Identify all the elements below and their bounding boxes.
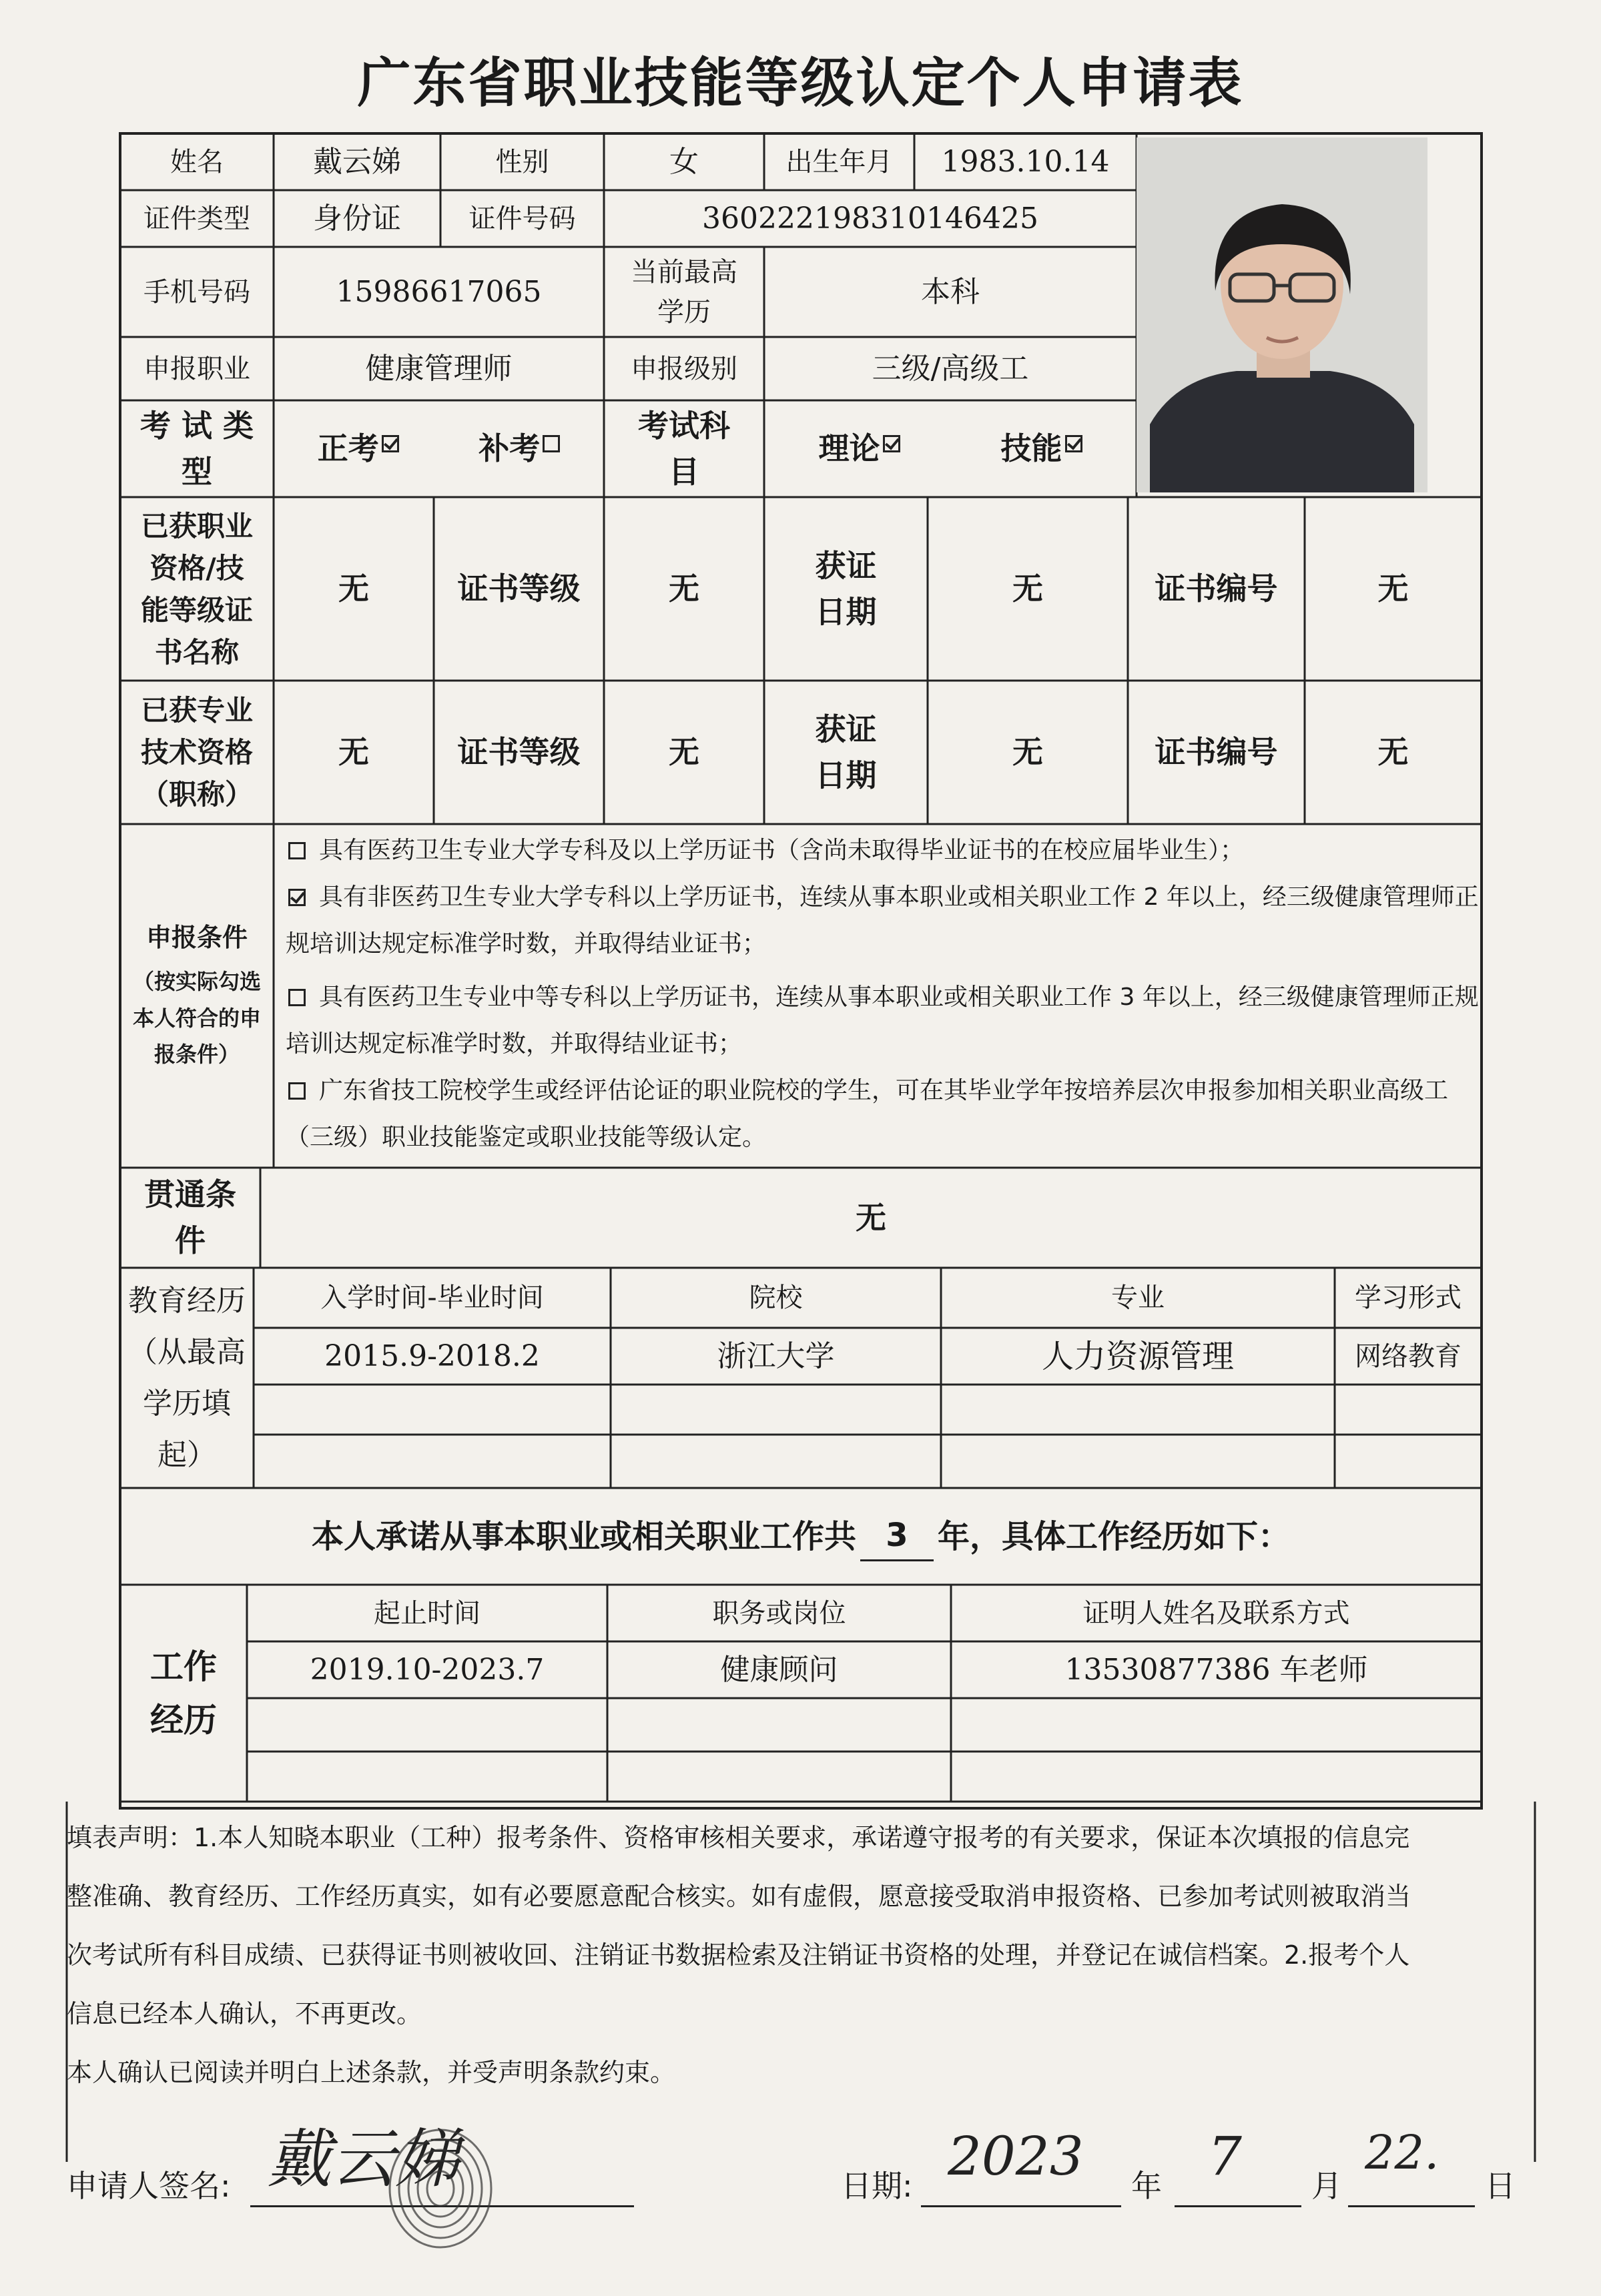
work-col-position: 职务或岗位 [712,1597,846,1629]
year-label: 年 [1131,2168,1162,2204]
label-edu-history: 教育经历（从最高学历填起） [128,1284,246,1472]
value-voc-cert-name[interactable]: 无 [338,570,369,607]
value-occupation[interactable]: 健康管理师 [365,351,513,386]
value-id-type[interactable]: 身份证 [313,201,401,236]
label-name: 姓名 [170,146,224,177]
checkbox-unchecked-icon[interactable] [543,435,560,452]
value-gender[interactable]: 女 [669,144,699,179]
portrait-image [1137,137,1427,492]
value-voc-cert-no[interactable]: 无 [1377,570,1409,607]
date-day[interactable]: 22. [1365,2125,1439,2180]
condition-text-3: 具有医药卫生专业中等专科以上学历证书，连续从事本职业或相关职业工作 3 年以上，经三级健康管理师正规培训达规定标准学时数，并取得结业证书； [286,984,1479,1058]
edu-col-mode: 学习形式 [1355,1282,1462,1313]
applicant-photo [1137,137,1427,492]
declaration-line-1: 填表声明：1.本人知晓本职业（工种）报考条件、资格审核相关要求，承诺遵守报考的有关要求，保证本次填报的信息完 [67,1823,1410,1852]
exam-type-regular-label: 正考 [317,430,379,466]
condition-text-2: 具有非医药卫生专业大学专科以上学历证书，连续从事本职业或相关职业工作 2 年以上，经三级健康管理师正规培训达规定标准学时数，并取得结业证书； [286,883,1479,958]
checkbox-checked-icon[interactable] [883,435,900,452]
value-id-no[interactable]: 360222198310146425 [702,201,1038,236]
date-label: 日期: [841,2168,913,2204]
value-voc-cert-level[interactable]: 无 [669,570,699,607]
condition-item-2[interactable] [286,874,1487,968]
signature-handwritten[interactable]: 戴云娣 [267,2122,459,2197]
label-voc-cert-date: 获证日期 [815,547,877,630]
label-exam-subject: 考试科目 [638,407,730,490]
day-label: 日 [1485,2168,1516,2204]
commitment-before: 本人承诺从事本职业或相关职业工作共 [311,1517,856,1555]
exam-subject-theory[interactable] [819,426,900,472]
value-tech-cert-name[interactable]: 无 [338,734,369,770]
commitment-years[interactable]: 3 [860,1511,934,1561]
exam-type-regular[interactable] [318,426,399,472]
checkbox-unchecked-icon[interactable] [288,989,306,1006]
label-tech-cert-no: 证书编号 [1155,734,1278,770]
label-tech-qual: 已获专业技术资格（职称） [140,694,253,811]
condition-item-3[interactable] [286,974,1487,1068]
label-conditions [120,824,274,1168]
form-title: 广东省职业技能等级认定个人申请表 [357,52,1244,114]
declaration-line-5: 本人确认已阅读并明白上述条款，并受声明条款约束。 [67,2058,676,2087]
label-through: 贯通条件 [144,1176,236,1258]
value-education[interactable]: 本科 [921,274,980,309]
declaration-line-3: 次考试所有科目成绩、已获得证书则被收回、注销证书数据检索及注销证书资格的处理，并登记在诚信档案。2.报考个人 [67,1940,1410,1970]
edu-col-school: 院校 [749,1282,803,1313]
exam-type-makeup-label: 补考 [478,430,541,466]
commitment-line [120,1488,1482,1585]
label-voc-cert-no: 证书编号 [1155,570,1278,607]
value-name[interactable]: 戴云娣 [313,144,401,179]
edu-row-mode[interactable]: 网络教育 [1355,1341,1462,1372]
edu-col-major: 专业 [1111,1282,1165,1313]
label-phone: 手机号码 [143,276,250,308]
label-tech-cert-level: 证书等级 [457,734,581,770]
commitment-after: 年，具体工作经历如下： [938,1517,1291,1555]
signature-label: 申请人签名: [67,2168,231,2204]
label-exam-type: 考 试 类 型 [139,407,254,490]
edu-col-period: 入学时间-毕业时间 [320,1282,544,1313]
condition-text-1: 具有医药卫生专业大学专科及以上学历证书（含尚未取得毕业证书的在校应届毕业生）； [319,837,1245,864]
exam-subject-skill-label: 技能 [1000,430,1062,466]
label-work-history: 工作经历 [150,1647,217,1740]
checkbox-unchecked-icon[interactable] [288,842,306,859]
checkbox-checked-icon[interactable] [382,435,399,452]
value-tech-cert-date[interactable]: 无 [1012,734,1043,770]
edu-row-period[interactable]: 2015.9-2018.2 [324,1338,540,1373]
checkbox-checked-icon[interactable] [1065,435,1082,452]
exam-subject-options [764,400,1137,497]
value-tech-cert-no[interactable]: 无 [1377,734,1409,770]
value-voc-cert-date[interactable]: 无 [1012,570,1043,607]
label-id-type: 证件类型 [143,203,250,234]
work-col-period: 起止时间 [374,1597,481,1629]
fingerprint-icon [374,2122,507,2255]
exam-subject-theory-label: 理论 [818,430,880,466]
condition-text-4: 广东省技工院校学生或经评估论证的职业院校的学生，可在其毕业学年按培养层次申报参加相关职业高级工（三级）职业技能鉴定或职业技能等级认定。 [286,1077,1449,1151]
day-line [1348,2185,1475,2207]
declaration-line-4: 信息已经本人确认，不再更改。 [67,1999,422,2028]
label-conditions-sub: （按实际勾选本人符合的申报条件） [132,969,261,1068]
value-through[interactable]: 无 [856,1199,886,1236]
label-voc-qual: 已获职业资格/技能等级证书名称 [140,509,253,669]
condition-item-1[interactable] [286,827,1487,874]
edu-row-major[interactable]: 人力资源管理 [1041,1337,1234,1375]
work-row-position[interactable]: 健康顾问 [720,1652,838,1687]
date-month[interactable]: 7 [1208,2125,1242,2187]
label-education-line1: 当前最高 [631,256,737,288]
label-conditions-title: 申报条件 [145,923,248,953]
label-birth: 出生年月 [785,146,893,177]
exam-type-options [274,400,604,497]
label-id-no: 证件号码 [468,203,576,234]
value-phone[interactable]: 15986617065 [336,274,542,309]
month-line [1175,2185,1301,2207]
value-tech-cert-level[interactable]: 无 [669,734,699,770]
label-education [604,247,764,337]
work-row-reference[interactable]: 13530877386 车老师 [1064,1652,1368,1687]
label-voc-cert-level: 证书等级 [457,570,581,607]
label-education-line2: 学历 [657,296,711,328]
value-birth[interactable]: 1983.10.14 [941,144,1110,179]
declaration-line-2: 整准确、教育经历、工作经历真实，如有必要愿意配合核实。如有虚假，愿意接受取消申报资格、已参加考试则被取消当 [67,1882,1411,1911]
label-occupation: 申报职业 [143,353,250,384]
checkbox-unchecked-icon[interactable] [288,1082,306,1100]
date-year[interactable]: 2023 [948,2125,1084,2187]
work-row-period[interactable]: 2019.10-2023.7 [310,1652,545,1687]
label-level: 申报级别 [631,353,737,384]
checkbox-checked-icon[interactable] [288,889,306,906]
exam-subject-skill[interactable] [1001,426,1082,472]
exam-type-makeup[interactable] [478,426,560,472]
year-line [921,2185,1121,2207]
value-level[interactable]: 三级/高级工 [872,351,1029,386]
work-col-reference: 证明人姓名及联系方式 [1082,1597,1350,1629]
label-gender: 性别 [495,146,549,177]
month-label: 月 [1311,2168,1342,2204]
edu-row-school[interactable]: 浙江大学 [717,1338,835,1373]
condition-item-4[interactable] [286,1068,1487,1161]
label-tech-cert-date: 获证日期 [815,711,877,793]
